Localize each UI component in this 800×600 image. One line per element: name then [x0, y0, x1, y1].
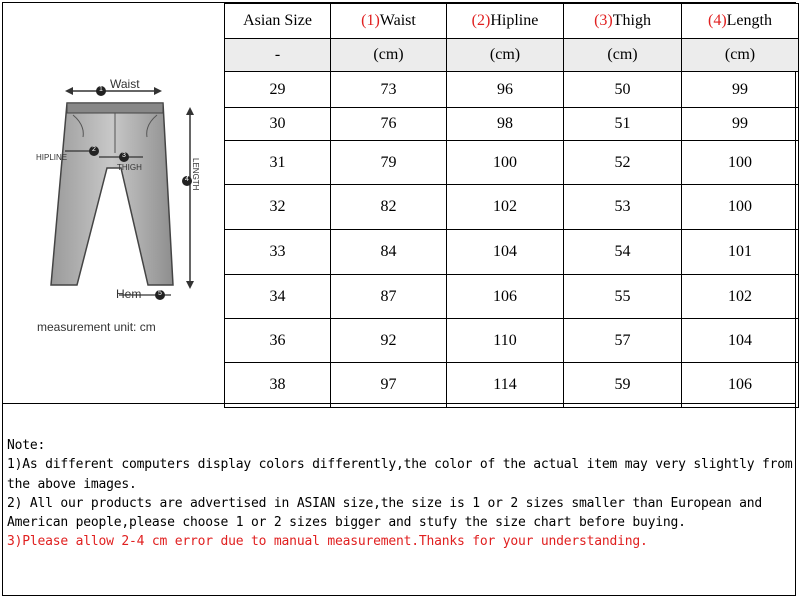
table-cell: 101 [682, 230, 799, 275]
table-cell: - [225, 39, 331, 72]
marker-4: 4 [185, 176, 189, 183]
note-1: 1)As different computers display colors differently,the color of the actual item may very slightly from [7, 457, 793, 473]
table-cell: 54 [564, 230, 682, 275]
pants-measurement-diagram [3, 3, 224, 403]
pants-shape [51, 103, 173, 285]
table-cell: 55 [564, 275, 682, 319]
table-cell: 59 [564, 363, 682, 408]
table-cell: 99 [682, 72, 799, 108]
header-thigh: (3)Thigh [564, 4, 682, 39]
header-hipline: (2)Hipline [447, 4, 564, 39]
table-cell: 53 [564, 185, 682, 230]
table-row [225, 319, 799, 363]
marker-2: 2 [92, 146, 96, 153]
measurement-unit-label: measurement unit: cm [37, 320, 156, 334]
note-3: 3)Please allow 2-4 cm error due to manual measurement.Thanks for your understanding. [7, 534, 648, 550]
thigh-label: THIGH [117, 163, 142, 172]
header-length: (4)Length [682, 4, 799, 39]
table-cell: (cm) [682, 39, 799, 72]
marker-3: 3 [122, 152, 126, 159]
table-row [225, 363, 799, 408]
table-cell: 102 [447, 185, 564, 230]
table-cell: (cm) [331, 39, 447, 72]
table-row [225, 141, 799, 185]
table-cell: 106 [447, 275, 564, 319]
table-cell: 100 [682, 185, 799, 230]
note-1-continued: the above images. [7, 476, 137, 492]
length-label: LENGTH [191, 158, 200, 191]
units-row [225, 39, 799, 72]
notes-title: Note: [7, 438, 46, 453]
table-cell: 92 [331, 319, 447, 363]
table-cell: 73 [331, 72, 447, 108]
header-waist: (1)Waist [331, 4, 447, 39]
table-cell: 110 [447, 319, 564, 363]
table-cell: 57 [564, 319, 682, 363]
table-header-row [225, 4, 799, 39]
table-cell: 87 [331, 275, 447, 319]
marker-1: 1 [99, 86, 103, 93]
table-cell: 104 [682, 319, 799, 363]
table-cell: 97 [331, 363, 447, 408]
table-cell: 30 [225, 108, 331, 141]
table-cell: 99 [682, 108, 799, 141]
table-cell: (cm) [564, 39, 682, 72]
note-2: 2) All our products are advertised in ASIAN size,the size is 1 or 2 sizes smaller than European and [7, 495, 763, 511]
table-cell: 100 [447, 141, 564, 185]
table-row [225, 72, 799, 108]
table-cell: 29 [225, 72, 331, 108]
pants-illustration [3, 3, 224, 403]
table-cell: 32 [225, 185, 331, 230]
notes-section [7, 436, 795, 552]
table-cell: (cm) [447, 39, 564, 72]
marker-5: 5 [158, 290, 162, 297]
table-cell: 104 [447, 230, 564, 275]
table-cell: 34 [225, 275, 331, 319]
table-cell: 38 [225, 363, 331, 408]
table-cell: 82 [331, 185, 447, 230]
table-cell: 102 [682, 275, 799, 319]
table-cell: 96 [447, 72, 564, 108]
table-row [225, 275, 799, 319]
table-cell: 84 [331, 230, 447, 275]
table-cell: 36 [225, 319, 331, 363]
table-cell: 50 [564, 72, 682, 108]
table-row [225, 230, 799, 275]
note-2-continued: American people,please choose 1 or 2 sizes bigger and stufy the size chart before buying. [7, 515, 686, 531]
table-cell: 51 [564, 108, 682, 141]
section-divider [3, 403, 796, 404]
table-cell: 114 [447, 363, 564, 408]
table-cell: 79 [331, 141, 447, 185]
table-cell: 76 [331, 108, 447, 141]
table-row [225, 185, 799, 230]
table-cell: 31 [225, 141, 331, 185]
table-cell: 98 [447, 108, 564, 141]
table-cell: 52 [564, 141, 682, 185]
table-cell: 100 [682, 141, 799, 185]
hem-label: Hem [116, 287, 142, 301]
table-cell: 106 [682, 363, 799, 408]
table-cell: 33 [225, 230, 331, 275]
header-asian-size: Asian Size [225, 4, 331, 39]
hipline-label: HIPLINE [36, 153, 68, 162]
waist-label: Waist [110, 77, 140, 91]
table-row [225, 108, 799, 141]
size-chart-table [224, 3, 799, 408]
